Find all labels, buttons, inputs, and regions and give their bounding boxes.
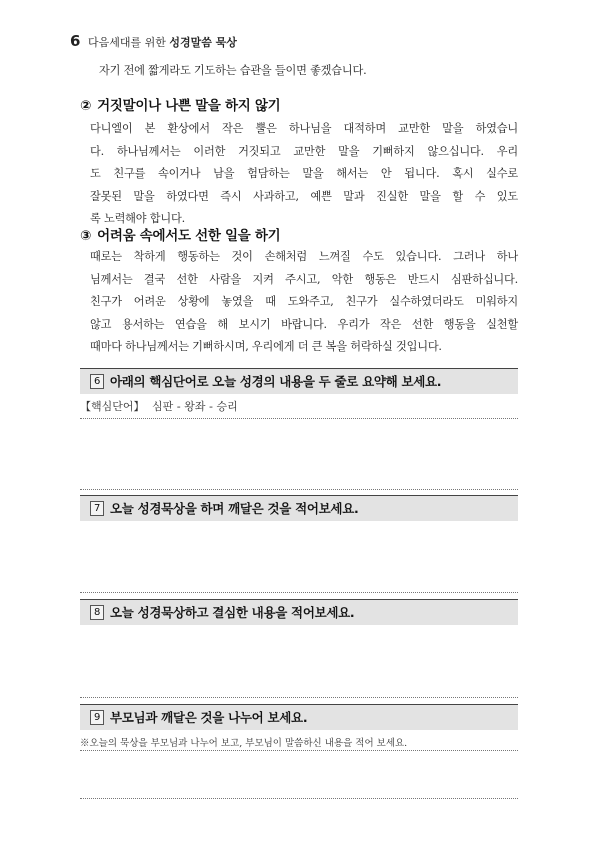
paragraph-line: 친구가 어려운 상황에 놓였을 때 도와주고, 친구가 실수하였더라도 미워하지 (90, 295, 518, 308)
question-7-number: 7 (90, 501, 104, 516)
keywords-values: 심판 - 왕좌 - 승리 (152, 400, 238, 413)
answer-line[interactable] (80, 489, 518, 490)
answer-line[interactable] (80, 418, 518, 419)
keywords-line (80, 398, 238, 414)
section-2-title: 거짓말이나 나쁜 말을 하지 않기 (97, 98, 281, 114)
question-6-text: 아래의 핵심단어로 오늘 성경의 내용을 두 줄로 요약해 보세요. (110, 374, 442, 389)
section-2-heading (80, 94, 280, 114)
paragraph-line: 님께서는 결국 선한 사람을 지켜 주시고, 악한 행동은 반드시 심판하십니다. (90, 272, 518, 286)
page-number: 6 (70, 32, 81, 50)
section-3-number: ③ (80, 228, 92, 244)
question-7-text: 오늘 성경묵상을 하며 깨달은 것을 적어보세요. (110, 501, 359, 516)
question-8-number: 8 (90, 605, 104, 620)
paragraph-line: 다. 하나님께서는 이러한 거짓되고 교만한 말을 기뻐하지 않으십니다. 우리 (90, 144, 518, 158)
section-2-number: ② (80, 98, 92, 114)
page-header (70, 32, 237, 50)
question-9-text: 부모님과 깨달은 것을 나누어 보세요. (110, 710, 308, 725)
paragraph-line: 록 노력해야 합니다. (90, 212, 185, 225)
book-series: 다음세대를 위한 (87, 36, 166, 49)
answer-line[interactable] (80, 592, 518, 593)
book-title: 성경말씀 묵상 (169, 36, 237, 49)
answer-line[interactable] (80, 750, 518, 751)
keywords-label: 【핵심단어】 (80, 400, 145, 413)
section-3-paragraph (90, 246, 518, 359)
question-9-bar (80, 704, 518, 730)
paragraph-line: 잘못된 말을 하였다면 즉시 사과하고, 예쁜 말과 진실한 말을 할 수 있도 (90, 189, 518, 203)
intro-line: 자기 전에 짧게라도 기도하는 습관을 들이면 좋겠습니다. (99, 64, 367, 77)
question-8-text: 오늘 성경묵상하고 결심한 내용을 적어보세요. (110, 605, 355, 620)
paragraph-line: 때마다 하나님께서는 기뻐하시며, 우리에게 더 큰 복을 허락하실 것입니다. (90, 340, 442, 353)
section-3-heading (80, 224, 280, 244)
answer-line[interactable] (80, 697, 518, 698)
answer-line[interactable] (80, 798, 518, 799)
parent-note: ※오늘의 묵상을 부모님과 나누어 보고, 부모님이 말씀하신 내용을 적어 보세요. (80, 738, 408, 749)
question-8-bar (80, 599, 518, 625)
paragraph-line: 다니엘이 본 환상에서 작은 뿔은 하나님을 대적하며 교만한 말을 하였습니 (90, 122, 518, 135)
question-6-bar (80, 368, 518, 394)
paragraph-line: 때로는 착하게 행동하는 것이 손해처럼 느껴질 수도 있습니다. 그러나 하나 (90, 250, 518, 263)
section-3-title: 어려움 속에서도 선한 일을 하기 (97, 228, 281, 244)
question-6-number: 6 (90, 374, 104, 389)
section-2-paragraph (90, 118, 518, 231)
paragraph-line: 도 친구를 속이거나 남을 험담하는 말을 해서는 안 됩니다. 혹시 실수로 (90, 167, 518, 180)
paragraph-line: 않고 용서하는 연습을 해 보시기 바랍니다. 우리가 작은 선한 행동을 실천할 (90, 317, 518, 331)
question-7-bar (80, 495, 518, 521)
question-9-number: 9 (90, 710, 104, 725)
